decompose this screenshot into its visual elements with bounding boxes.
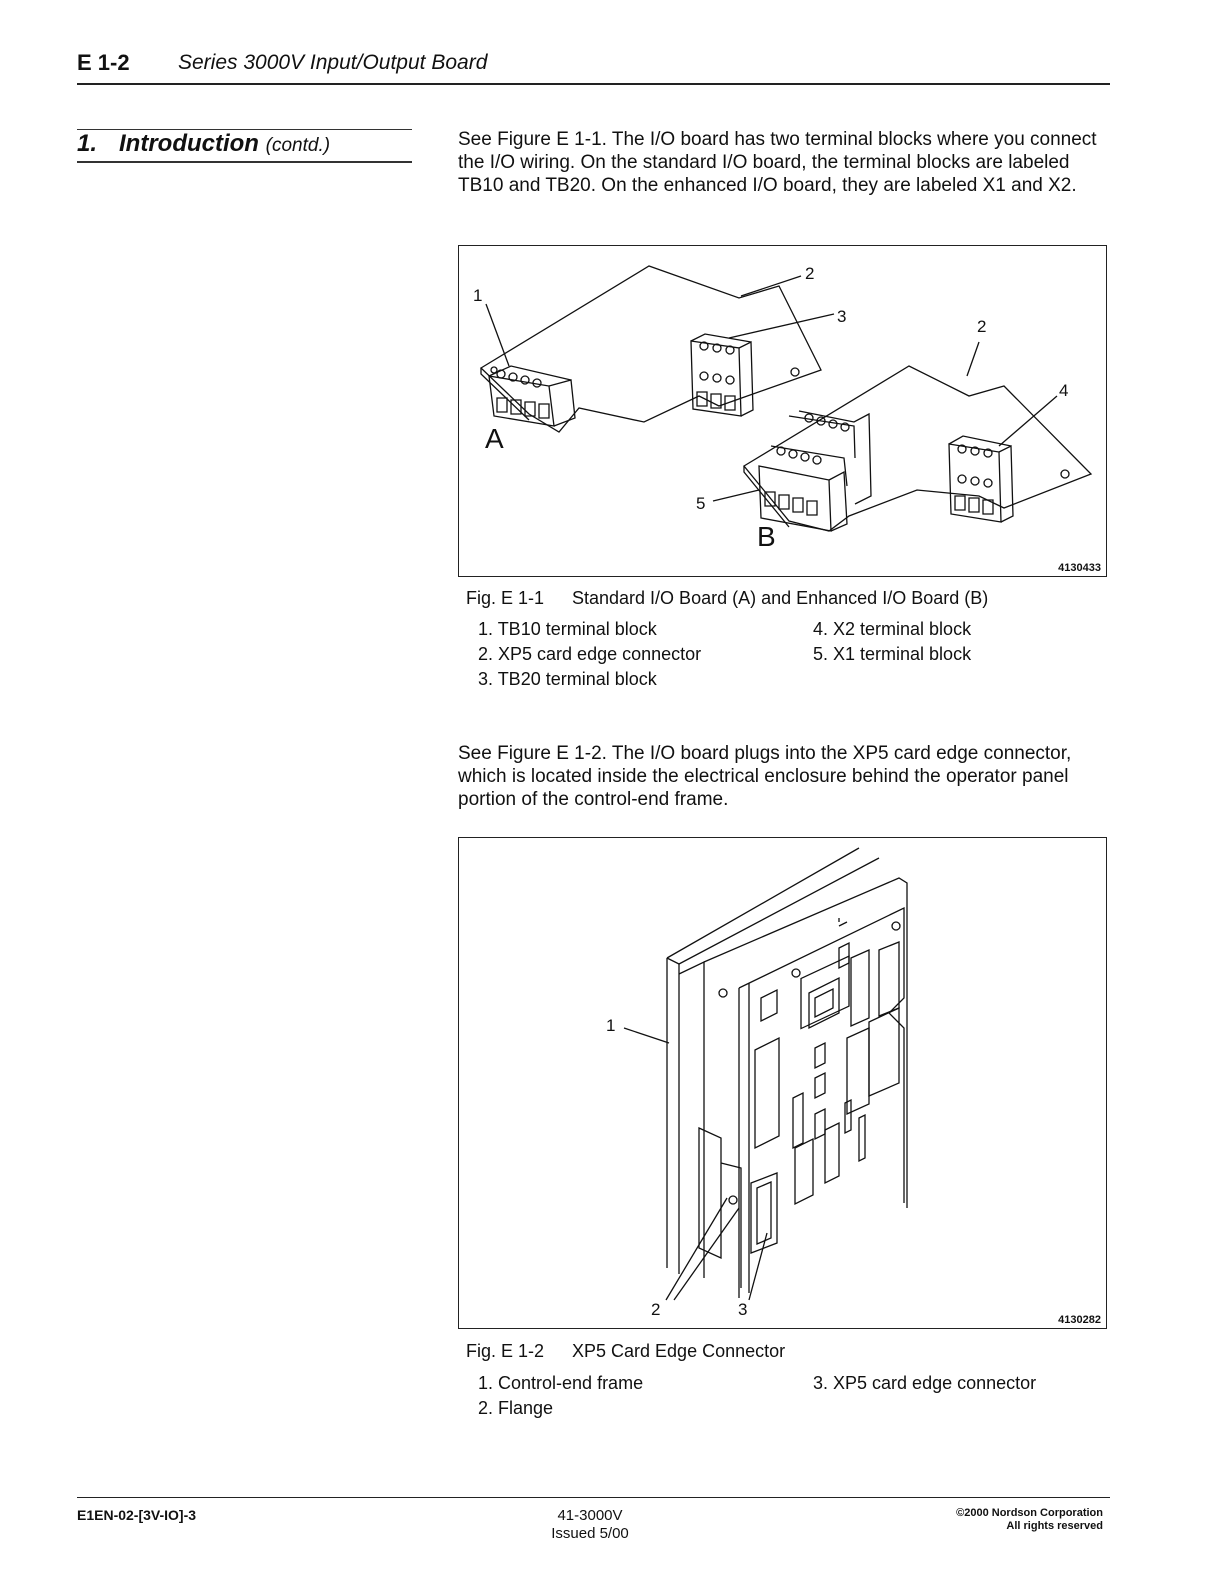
figure-2-legend-left (478, 1371, 643, 1421)
header-title: Series 3000V Input/Output Board (178, 51, 488, 74)
header-rule (77, 83, 1110, 85)
legend-item: 2. XP5 card edge connector (478, 644, 702, 664)
legend-item: 2. Flange (478, 1398, 554, 1418)
x2-terminal-block (949, 436, 1013, 522)
figure-2-illustration (458, 837, 1107, 1329)
section-suffix: (contd.) (265, 135, 331, 156)
callout-5: 5 (696, 494, 706, 513)
figure-2-number: Fig. E 1-2 (466, 1341, 545, 1361)
io-boards-drawing (459, 246, 1106, 576)
callout-leader (674, 1208, 739, 1300)
figure-1-number: Fig. E 1-1 (466, 588, 545, 608)
figure-1-title: Standard I/O Board (A) and Enhanced I/O Board (B) (572, 588, 989, 608)
legend-item: 3. TB20 terminal block (478, 669, 657, 689)
figure-2-drawing-id: 4130282 (1058, 1314, 1101, 1326)
control-end-frame-drawing (459, 838, 1106, 1328)
x1-terminal-block (759, 411, 871, 531)
legend-item: 4. X2 terminal block (813, 619, 972, 639)
tb10-terminal-block (489, 366, 575, 426)
figure-2-title: XP5 Card Edge Connector (572, 1341, 786, 1361)
callout-leader (666, 1198, 727, 1300)
callout-leader (713, 490, 759, 501)
footer-doc-code: E1EN-02-[3V-IO]-3 (77, 1507, 197, 1523)
legend-item: 3. XP5 card edge connector (813, 1373, 1037, 1393)
callout-4: 4 (1059, 381, 1069, 400)
figure-1-drawing-id: 4130433 (1058, 562, 1101, 574)
board-letter-b: B (757, 521, 776, 552)
callout-leader (741, 276, 801, 296)
figure-1-caption (466, 588, 988, 609)
legend-item: 5. X1 terminal block (813, 644, 972, 664)
callout-leader (624, 1028, 669, 1043)
board-letter-a: A (485, 423, 504, 454)
callout-leader (729, 314, 834, 338)
frame-edge (667, 958, 679, 1274)
legend-item: 1. TB10 terminal block (478, 619, 657, 639)
callout-leader (967, 342, 979, 376)
legend-item: 1. Control-end frame (478, 1373, 644, 1393)
footer-rights: All rights reserved (1006, 1520, 1103, 1532)
footer-center (520, 1507, 660, 1543)
callout-2b: 2 (977, 317, 987, 336)
figure-2-legend-right (813, 1371, 1036, 1396)
section-bottom-rule (77, 161, 412, 163)
footer-part-number: 41-3000V (557, 1507, 623, 1524)
section-number: 1. (77, 130, 98, 157)
header-section-number: E 1-2 (77, 50, 130, 75)
figure-1-illustration (458, 245, 1107, 577)
figure-1-legend-left (478, 617, 701, 692)
callout-leader (486, 304, 509, 366)
callout-3: 3 (837, 307, 847, 326)
callout-1: 1 (606, 1016, 616, 1035)
callout-1: 1 (473, 286, 483, 305)
callout-leader (999, 396, 1057, 446)
figure-1-legend-right (813, 617, 971, 667)
tb20-terminal-block (691, 334, 753, 416)
section-title: Introduction (119, 130, 259, 157)
section-heading (77, 130, 412, 158)
footer-rule (77, 1497, 1110, 1498)
footer-copyright: ©2000 Nordson Corporation (956, 1507, 1103, 1519)
intro-paragraph-2: See Figure E 1-2. The I/O board plugs into the XP5 card edge connector, which is located inside the electrical enclosure behind the operator panel portion of the control-end frame. (458, 743, 1072, 810)
footer-issued: Issued 5/00 (551, 1525, 629, 1542)
callout-2a: 2 (805, 264, 815, 283)
intro-paragraph-1: See Figure E 1-1. The I/O board has two terminal blocks where you connect the I/O wiring. On the standard I/O board, the terminal blocks are labeled TB10 and TB20. On the enhanced I/O board, they are labeled X1 and X2. (458, 129, 1097, 196)
callout-3: 3 (738, 1300, 748, 1319)
page-header (77, 50, 1110, 80)
footer-copyright-block (880, 1507, 1103, 1533)
figure-2-caption (466, 1341, 785, 1362)
callout-2: 2 (651, 1300, 661, 1319)
